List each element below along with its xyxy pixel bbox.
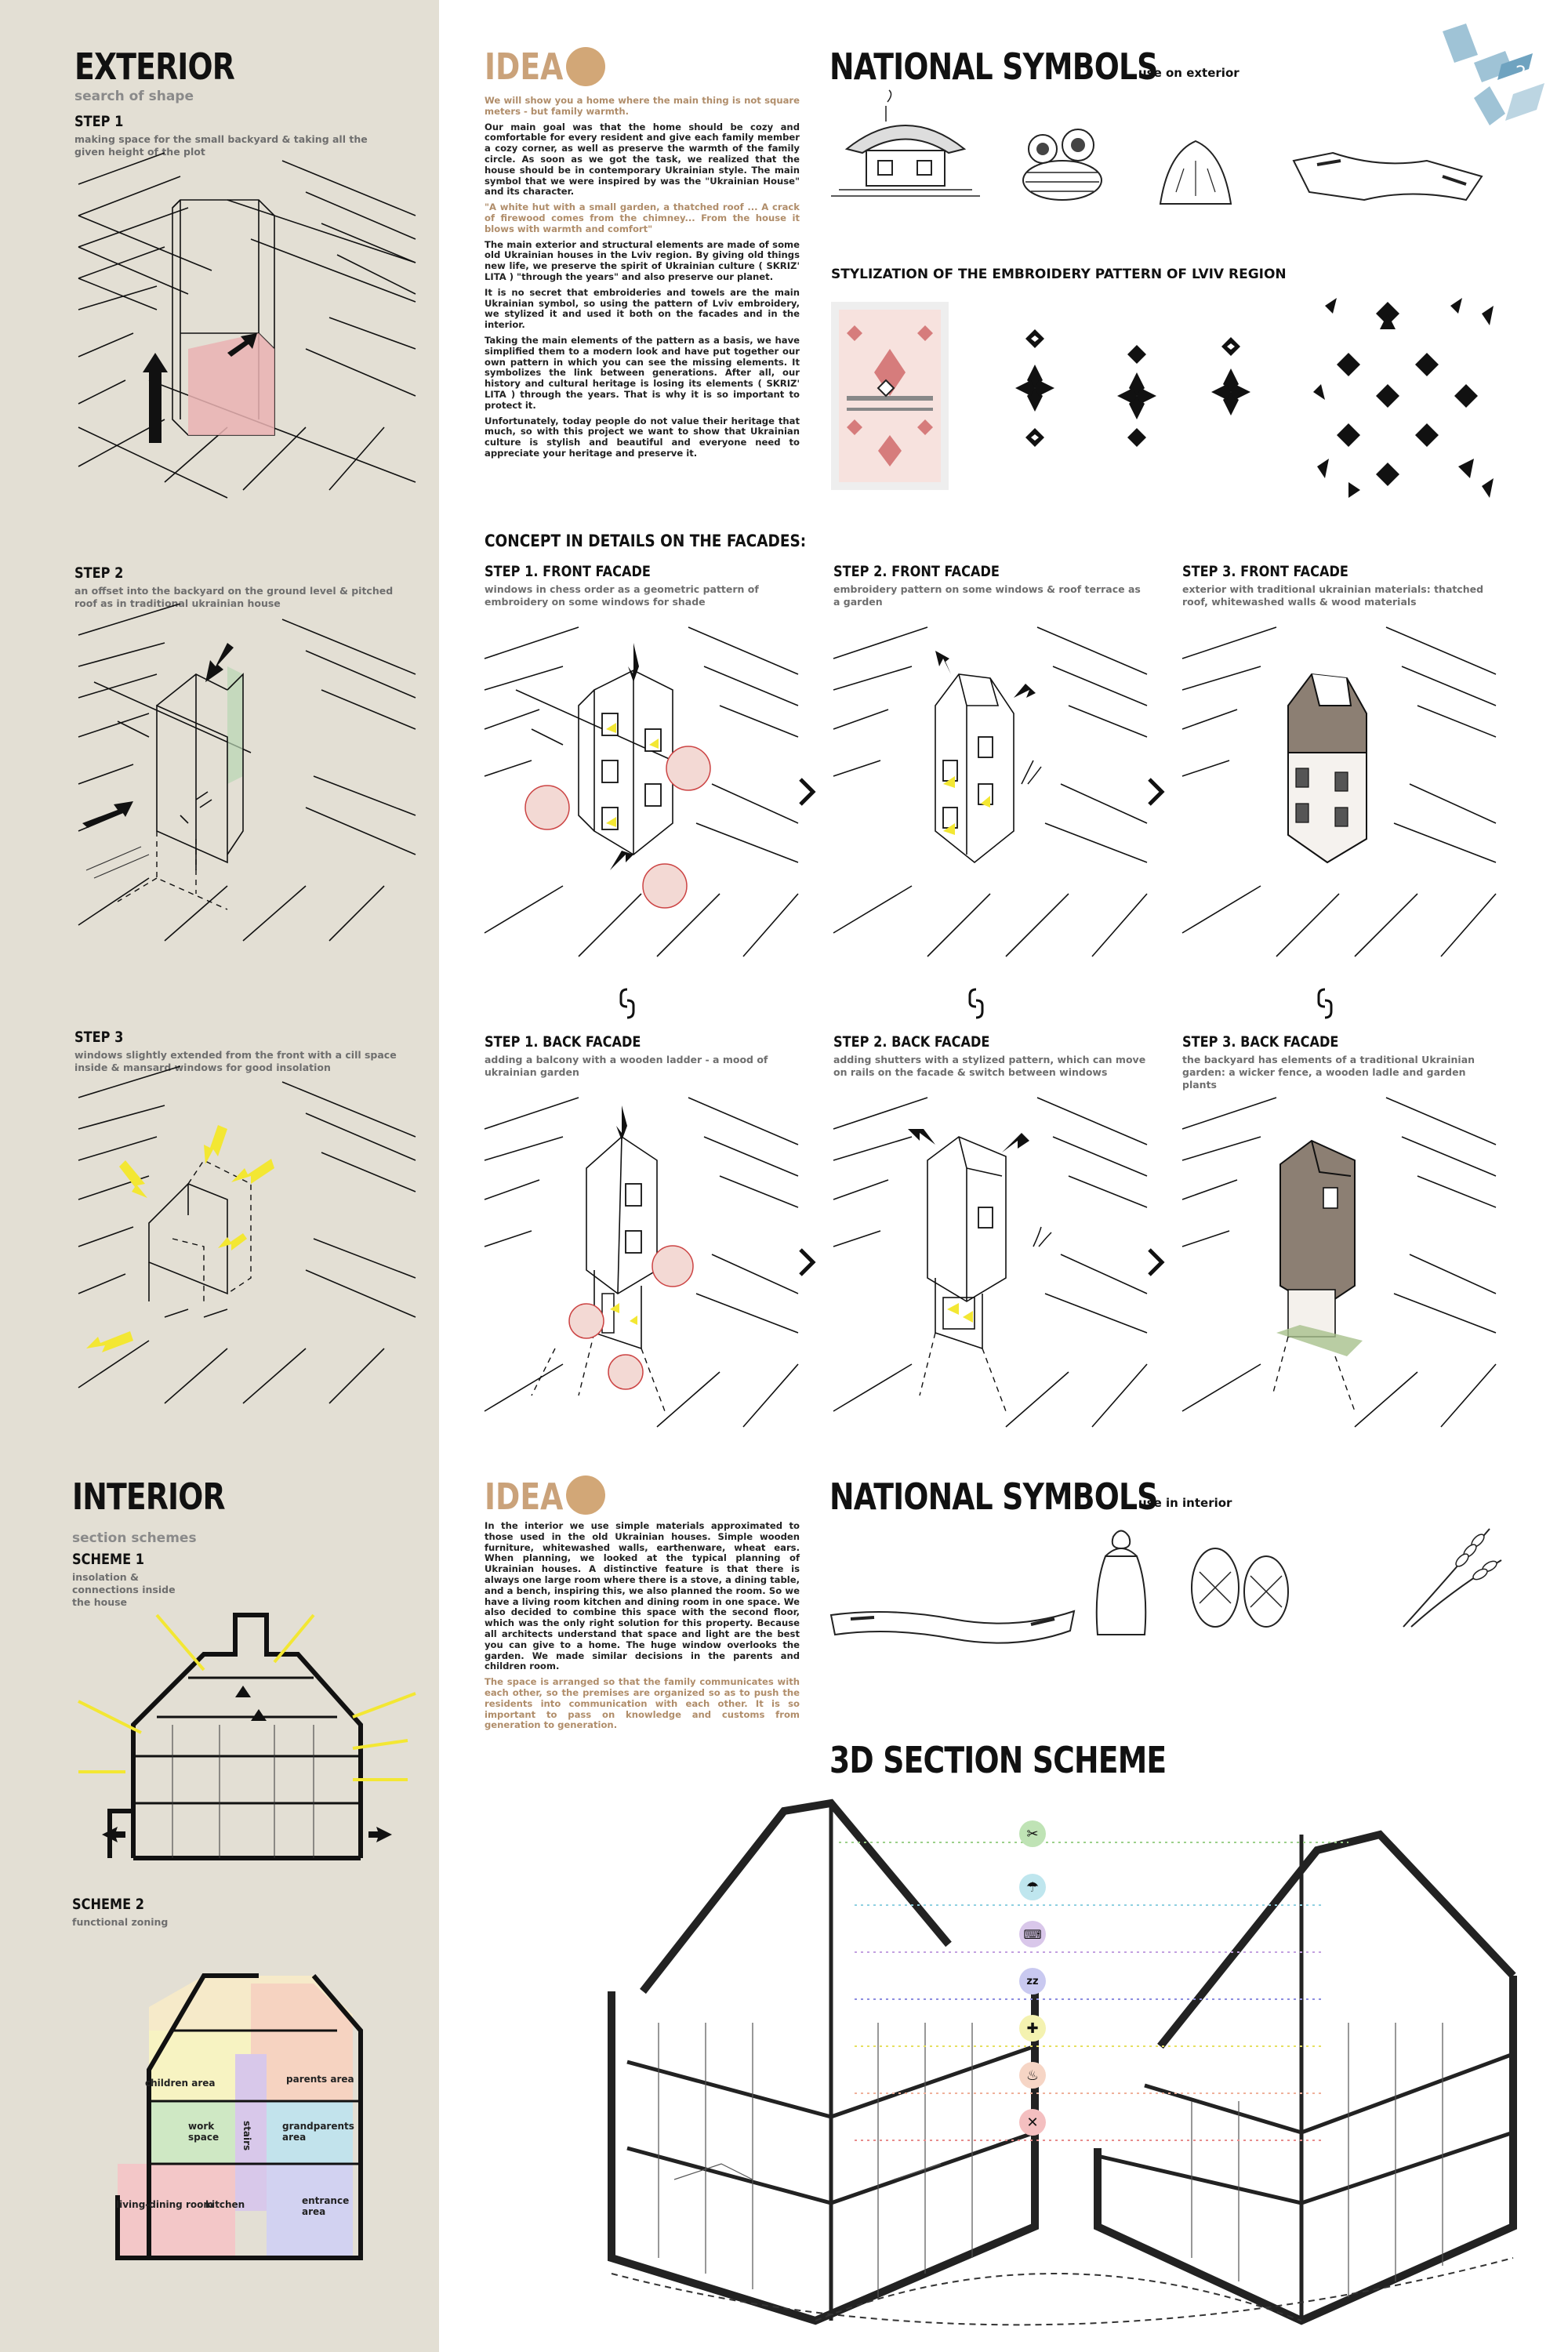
front-step3-desc: exterior with traditional ukrainian materials: thatched roof, whitewashed walls & wood materials [1182,583,1484,608]
back-step2-desc: adding shutters with a stylized pattern, which can move on rails on the facade & switch between windows [833,1054,1146,1078]
step1-massing-diagram [71,169,416,498]
front-step2-desc: embroidery pattern on some windows & roof terrace as a garden [833,583,1141,608]
idea-paragraph: It is no secret that embroideries and towels are the main Ukrainian symbol, so using the pattern of Lviv embroidery, we stylized it and used it both on the facades and in the interior. [485,286,800,331]
stylized-motif-2 [1105,345,1168,447]
scheme2-label: SCHEME 2 [72,1896,144,1913]
idea-bottom-paragraph: In the interior we use simple materials approximated to those used in the old Ukrainian houses. Simple wooden furniture, whitewashed walls, earthenware, wheat ears. When planning, we looked at the typical planning of Ukrainian houses. A distinctive feature is that there is always one large room where there is a stove, a dining table, and a bench, inspiring this, we also planned the room. So we have a living room kitchen and dining room in one space. We also decided to combine this space with the second floor, which was the only right solution for this property. Because all architects understand that space and light are the best you can give to a home. The huge window overlooks the garden. We made similar decisions in the parents and children room. [485,1520,800,1672]
exterior-subtitle: search of shape [74,89,194,104]
idea-bottom-accent-dot [566,1475,605,1515]
insolation-section-diagram [78,1599,408,1882]
zone-label: children area [145,2078,216,2089]
stylized-motif-3 [1200,337,1262,447]
scheme1-label: SCHEME 1 [72,1551,144,1568]
work-desk-icon: ⌨ [1019,1921,1046,1947]
back-step3-desc: the backyard has elements of a traditional Ukrainian garden: a wicker fence, a wooden ladle and garden plants [1182,1054,1475,1091]
next-arrow-icon [1145,1247,1167,1278]
section3d-diagram [596,1788,1537,2336]
national-symbols-interior-title: NATIONAL SYMBOLS [829,1475,1158,1518]
front-facade-step2-diagram [833,627,1147,956]
functional-zoning-diagram [102,1960,392,2274]
link-icon [1317,988,1333,1019]
front-step2-label: STEP 2. FRONT FACADE [833,563,1000,580]
exterior-step2-label: STEP 2 [74,564,124,582]
back-facade-step3-diagram [1182,1098,1496,1427]
scheme1-desc: insolation & connections inside the house [72,1571,176,1608]
link-icon [968,988,984,1019]
idea-paragraph: "A white hut with a small garden, a thatched roof ... A crack of firewood comes from the chimney... From the house it blows with warmth and comfort" [485,201,800,234]
step2-massing-diagram [71,619,416,949]
page-number: 2 [1515,64,1526,83]
zone-label: kitchen [205,2199,245,2210]
idea-title: IDEA [485,45,564,88]
shower-icon: ☂ [1019,1874,1046,1900]
interior-subtitle: section schemes [72,1530,197,1546]
back-step2-label: STEP 2. BACK FACADE [833,1033,990,1051]
lounge-chair-icon: ♨ [1019,2062,1046,2089]
stylized-pattern-grid [1301,290,1497,502]
idea-paragraph: We will show you a home where the main thing is not square meters - but family warmth. [485,95,800,117]
idea-bottom-text-block [485,1521,800,1731]
bast-shoes-icon [1180,1533,1298,1635]
rushnyk-towel-icon [827,1584,1078,1654]
back-facade-step2-diagram [833,1098,1147,1427]
section3d-title: 3D SECTION SCHEME [829,1739,1167,1781]
idea-paragraph: Taking the main elements of the pattern as a basis, we have simplified them to a modern look and have put together our own pattern in which you can see the missing elements. It symbolizes the link between generations. After all, our history and cultural heritage is losing its elements ( SKRIZ' LITA ) through the years. That is why it is so important to protect it. [485,334,800,411]
stylization-title: STYLIZATION OF THE EMBROIDERY PATTERN OF LVIV REGION [831,267,1287,282]
zone-label: grandparents area [282,2121,354,2143]
sunflower-basket-icon [1011,125,1113,204]
idea-text-block [485,96,800,459]
stylized-motif-1 [1004,329,1066,447]
scheme2-desc: functional zoning [72,1916,169,1928]
national-symbols-interior-subtitle: use in interior [1138,1496,1232,1510]
next-arrow-icon [796,776,818,808]
garden-tools-icon: ✂ [1019,1820,1046,1847]
idea-bottom-title: IDEA [485,1475,564,1518]
idea-bottom-paragraph: The space is arranged so that the family communicates with each other, so the premises are organized so as to push the residents into communication with each other. It is so important to pass on knowledge and customs from generation to generation. [485,1676,800,1731]
link-icon [619,988,635,1019]
lviv-embroidery-pattern [831,302,949,490]
next-arrow-icon [1145,776,1167,808]
exterior-step3-desc: windows slightly extended from the front with a cill space inside & mansard windows for good insolation [74,1049,397,1073]
haystack-icon [1152,137,1239,208]
idea-accent-dot [566,47,605,86]
exterior-step2-desc: an offset into the backyard on the ground level & pitched roof as in traditional ukrainian house [74,585,394,609]
zone-label: work space [188,2121,220,2143]
idea-paragraph: Unfortunately, today people do not value their heritage that much, so with this project we want to show that Ukrainian culture is stylish and beautiful and everyone need to appreciate your heritage and preserve it. [485,415,800,459]
wheat-ears-icon [1396,1513,1505,1631]
exterior-step1-label: STEP 1 [74,113,124,130]
exterior-step3-label: STEP 3 [74,1029,124,1046]
national-symbols-exterior-title: NATIONAL SYMBOLS [829,45,1158,88]
thatched-hut-icon [831,94,980,204]
front-step1-label: STEP 1. FRONT FACADE [485,563,651,580]
grain-sack-icon [1086,1525,1156,1642]
front-facade-step1-diagram [485,627,798,956]
front-facade-step3-diagram [1182,627,1496,956]
gamepad-icon: ✚ [1019,2015,1046,2042]
back-facade-step1-diagram [485,1098,798,1427]
back-step1-desc: adding a balcony with a wooden ladder - a mood of ukrainian garden [485,1054,768,1078]
zone-label: stairs [241,2121,252,2151]
zone-label: parents area [286,2074,354,2085]
concept-title: CONCEPT IN DETAILS ON THE FACADES: [485,532,807,550]
idea-paragraph: The main exterior and structural elements are made of some old Ukrainian houses in the Lviv region. By giving old things new life, we preserve the spirit of Ukrainian culture ( SKRIZ' LITA ) "through the years" and also preserve our planet. [485,238,800,282]
back-step3-label: STEP 3. BACK FACADE [1182,1033,1339,1051]
back-step1-label: STEP 1. BACK FACADE [485,1033,641,1051]
embroidered-towel-icon [1286,145,1490,208]
front-step1-desc: windows in chess order as a geometric pattern of embroidery on some windows for shade [485,583,759,608]
page-number-badge [1443,24,1552,157]
zone-label: entrance area [302,2195,350,2217]
interior-title: INTERIOR [72,1475,225,1518]
zone-label: living-dining room [116,2199,213,2210]
national-symbols-exterior-subtitle: use on exterior [1138,66,1240,80]
idea-paragraph: Our main goal was that the home should be cozy and comfortable for every resident and give each family member a cozy corner, as well as preserve the warmth of the family circle. As soon as we got the task, we realized that the house should be in contemporary Ukrainian style. The main symbol that we were inspired by was the "Ukrainian House" and its character. [485,121,800,198]
front-step3-label: STEP 3. FRONT FACADE [1182,563,1348,580]
cutlery-icon: ✕ [1019,2109,1046,2136]
next-arrow-icon [796,1247,818,1278]
bed-icon: zz [1019,1968,1046,1994]
step3-massing-diagram [71,1082,416,1411]
exterior-title: EXTERIOR [74,45,234,88]
exterior-step1-desc: making space for the small backyard & taking all the given height of the plot [74,133,368,158]
